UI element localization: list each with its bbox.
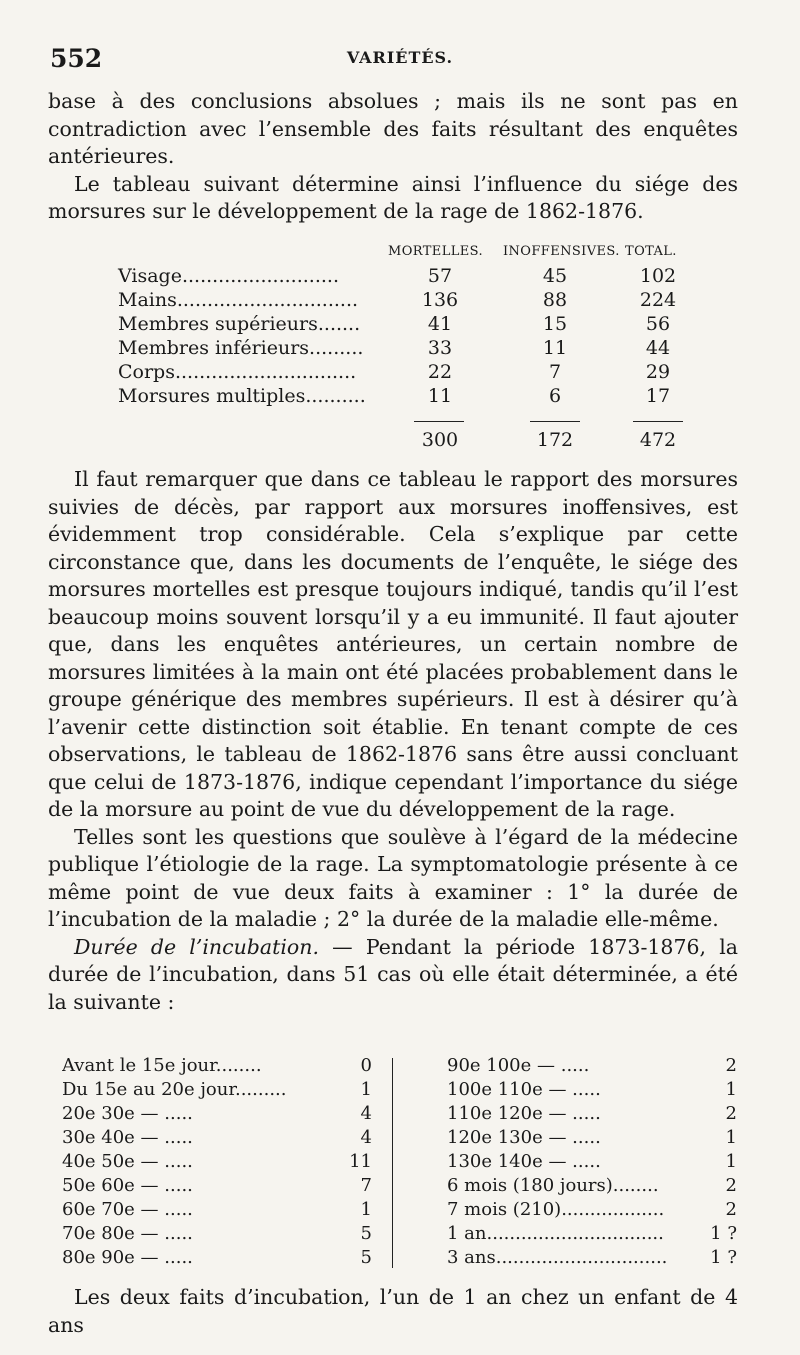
cell-inoffensives: 7 [548,361,562,383]
incubation-count-left: 5 [360,1223,372,1244]
table-totals-row [118,428,698,452]
total-mortelles: 300 [421,429,459,451]
table-row [118,312,698,336]
header-total: TOTAL. [625,244,677,259]
incubation-range-right: 6 mois (180 jours)........ [447,1175,659,1196]
sum-rule-mortelles [414,421,464,422]
incubation-range-left: 40e 50e — ..... [62,1151,193,1172]
table-row [118,264,698,288]
incubation-range-left: 60e 70e — ..... [62,1199,193,1220]
paragraph-1: base à des conclusions absolues ; mais ils ne sont pas en contradiction avec l’ensemble des faits résultant des enquêtes antérieures. [48,89,738,168]
incubation-count-right: 2 [725,1199,737,1220]
incubation-count-left: 7 [360,1175,372,1196]
paragraph-4: Telles sont les questions que soulève à l’égard de la médecine publique l’étiologie de la rage. La symptomatologie présente à ce même point de vue deux faits à examiner : 1° la durée de l’incubation de la maladie ; 2° la durée de la maladie elle-même. [48,824,738,931]
cell-total: 56 [645,313,671,335]
cell-total: 17 [645,385,671,407]
incubation-range-left: 50e 60e — ..... [62,1175,193,1196]
header-inoffensives: INOFFENSIVES. [503,244,620,259]
page-number: 552 [50,44,103,73]
table-row [118,360,698,384]
incubation-range-right: 130e 140e — ..... [447,1151,601,1172]
cell-inoffensives: 88 [542,289,568,311]
incubation-range-right: 90e 100e — ..... [447,1055,590,1076]
row-label: Visage.......................... [118,265,339,287]
cell-total: 44 [645,337,671,359]
cell-inoffensives: 11 [542,337,568,359]
incubation-count-right: 2 [725,1055,737,1076]
incubation-range-left: 80e 90e — ..... [62,1247,193,1268]
incubation-count-right: 1 [725,1079,737,1100]
cell-mortelles: 41 [427,313,453,335]
paragraph-6: Les deux faits d’incubation, l’un de 1 an chez un enfant de 4 ans [48,1285,738,1337]
paragraph-5-body: — Pendant la période 1873-1876, la durée de l’incubation, dans 51 cas où elle était déterminée, a été la suivante : [48,934,738,1014]
row-label: Mains.............................. [118,289,359,311]
cell-mortelles: 11 [427,385,453,407]
table-row [118,336,698,360]
table-divider [392,1058,393,1268]
incubation-count-left: 0 [360,1055,372,1076]
row-label: Corps.............................. [118,361,357,383]
table-row [118,384,698,408]
incubation-count-right: 2 [725,1175,737,1196]
incubation-count-left: 11 [349,1151,372,1172]
incubation-count-left: 5 [360,1247,372,1268]
cell-mortelles: 57 [427,265,453,287]
incubation-count-right: 1 [725,1127,737,1148]
row-label: Membres supérieurs....... [118,313,361,335]
sum-rule-inoffensives [530,421,580,422]
cell-inoffensives: 15 [542,313,568,335]
paragraph-final [48,1284,738,1339]
sum-rule-total [633,421,683,422]
incubation-count-right: 1 ? [710,1247,737,1268]
header-mortelles: MORTELLES. [388,244,484,259]
incubation-range-right: 3 ans.............................. [447,1247,668,1268]
table-row [118,288,698,312]
paragraph-5 [48,934,738,1017]
incubation-range-right: 7 mois (210).................. [447,1199,665,1220]
cell-total: 102 [639,265,677,287]
incubation-count-left: 1 [360,1079,372,1100]
incubation-range-left: 30e 40e — ..... [62,1127,193,1148]
cell-mortelles: 22 [427,361,453,383]
total-total: 472 [639,429,677,451]
table-header [118,240,698,264]
incubation-range-left: 70e 80e — ..... [62,1223,193,1244]
incubation-count-right: 1 [725,1151,737,1172]
incubation-range-right: 1 an............................... [447,1223,664,1244]
incubation-count-left: 4 [360,1127,372,1148]
incubation-range-right: 110e 120e — ..... [447,1103,601,1124]
incubation-range-right: 100e 110e — ..... [447,1079,601,1100]
paragraph-3: Il faut remarquer que dans ce tableau le rapport des morsures suivies de décès, par rapport aux morsures inoffensives, est évidemment trop considérable. Cela s’explique par cette circonstance que, dans les documents de l’enquête, le siége des morsures mortelles est presque toujours indiqué, tandis qu’il l’est beaucoup moins souvent lorsqu’il y a eu immunité. Il faut ajouter que, dans les enquêtes antérieures, un certain nombre de morsures limitées à la main ont été placées probablement dans le groupe générique des membres supérieurs. Il est à désirer qu’à l’avenir cette distinction soit établie. En tenant compte de ces observations, le tableau de 1862-1876 sans être aussi concluant que celui de 1873-1876, indique cependant l’importance du siége de la morsure au point de vue du développement de la rage. [48,467,738,821]
paragraph-remark [48,466,738,1016]
incubation-count-left: 1 [360,1199,372,1220]
running-title: VARIÉTÉS. [346,48,454,67]
cell-total: 29 [645,361,671,383]
cell-total: 224 [639,289,677,311]
total-inoffensives: 172 [536,429,574,451]
incubation-count-left: 4 [360,1103,372,1124]
incubation-range-left: Du 15e au 20e jour......... [62,1079,287,1100]
incubation-range-left: 20e 30e — ..... [62,1103,193,1124]
row-label: Morsures multiples.......... [118,385,366,407]
cell-inoffensives: 45 [542,265,568,287]
row-label: Membres inférieurs......... [118,337,364,359]
cell-mortelles: 33 [427,337,453,359]
section-title-incubation: Durée de l’incubation. [74,934,319,959]
incubation-range-right: 120e 130e — ..... [447,1127,601,1148]
paragraph-conclusions [48,88,738,226]
cell-mortelles: 136 [421,289,459,311]
incubation-count-right: 1 ? [710,1223,737,1244]
incubation-range-left: Avant le 15e jour........ [62,1055,262,1076]
paragraph-2: Le tableau suivant détermine ainsi l’influence du siége des morsures sur le développement de la rage de 1862-1876. [48,171,738,223]
incubation-count-right: 2 [725,1103,737,1124]
cell-inoffensives: 6 [548,385,562,407]
